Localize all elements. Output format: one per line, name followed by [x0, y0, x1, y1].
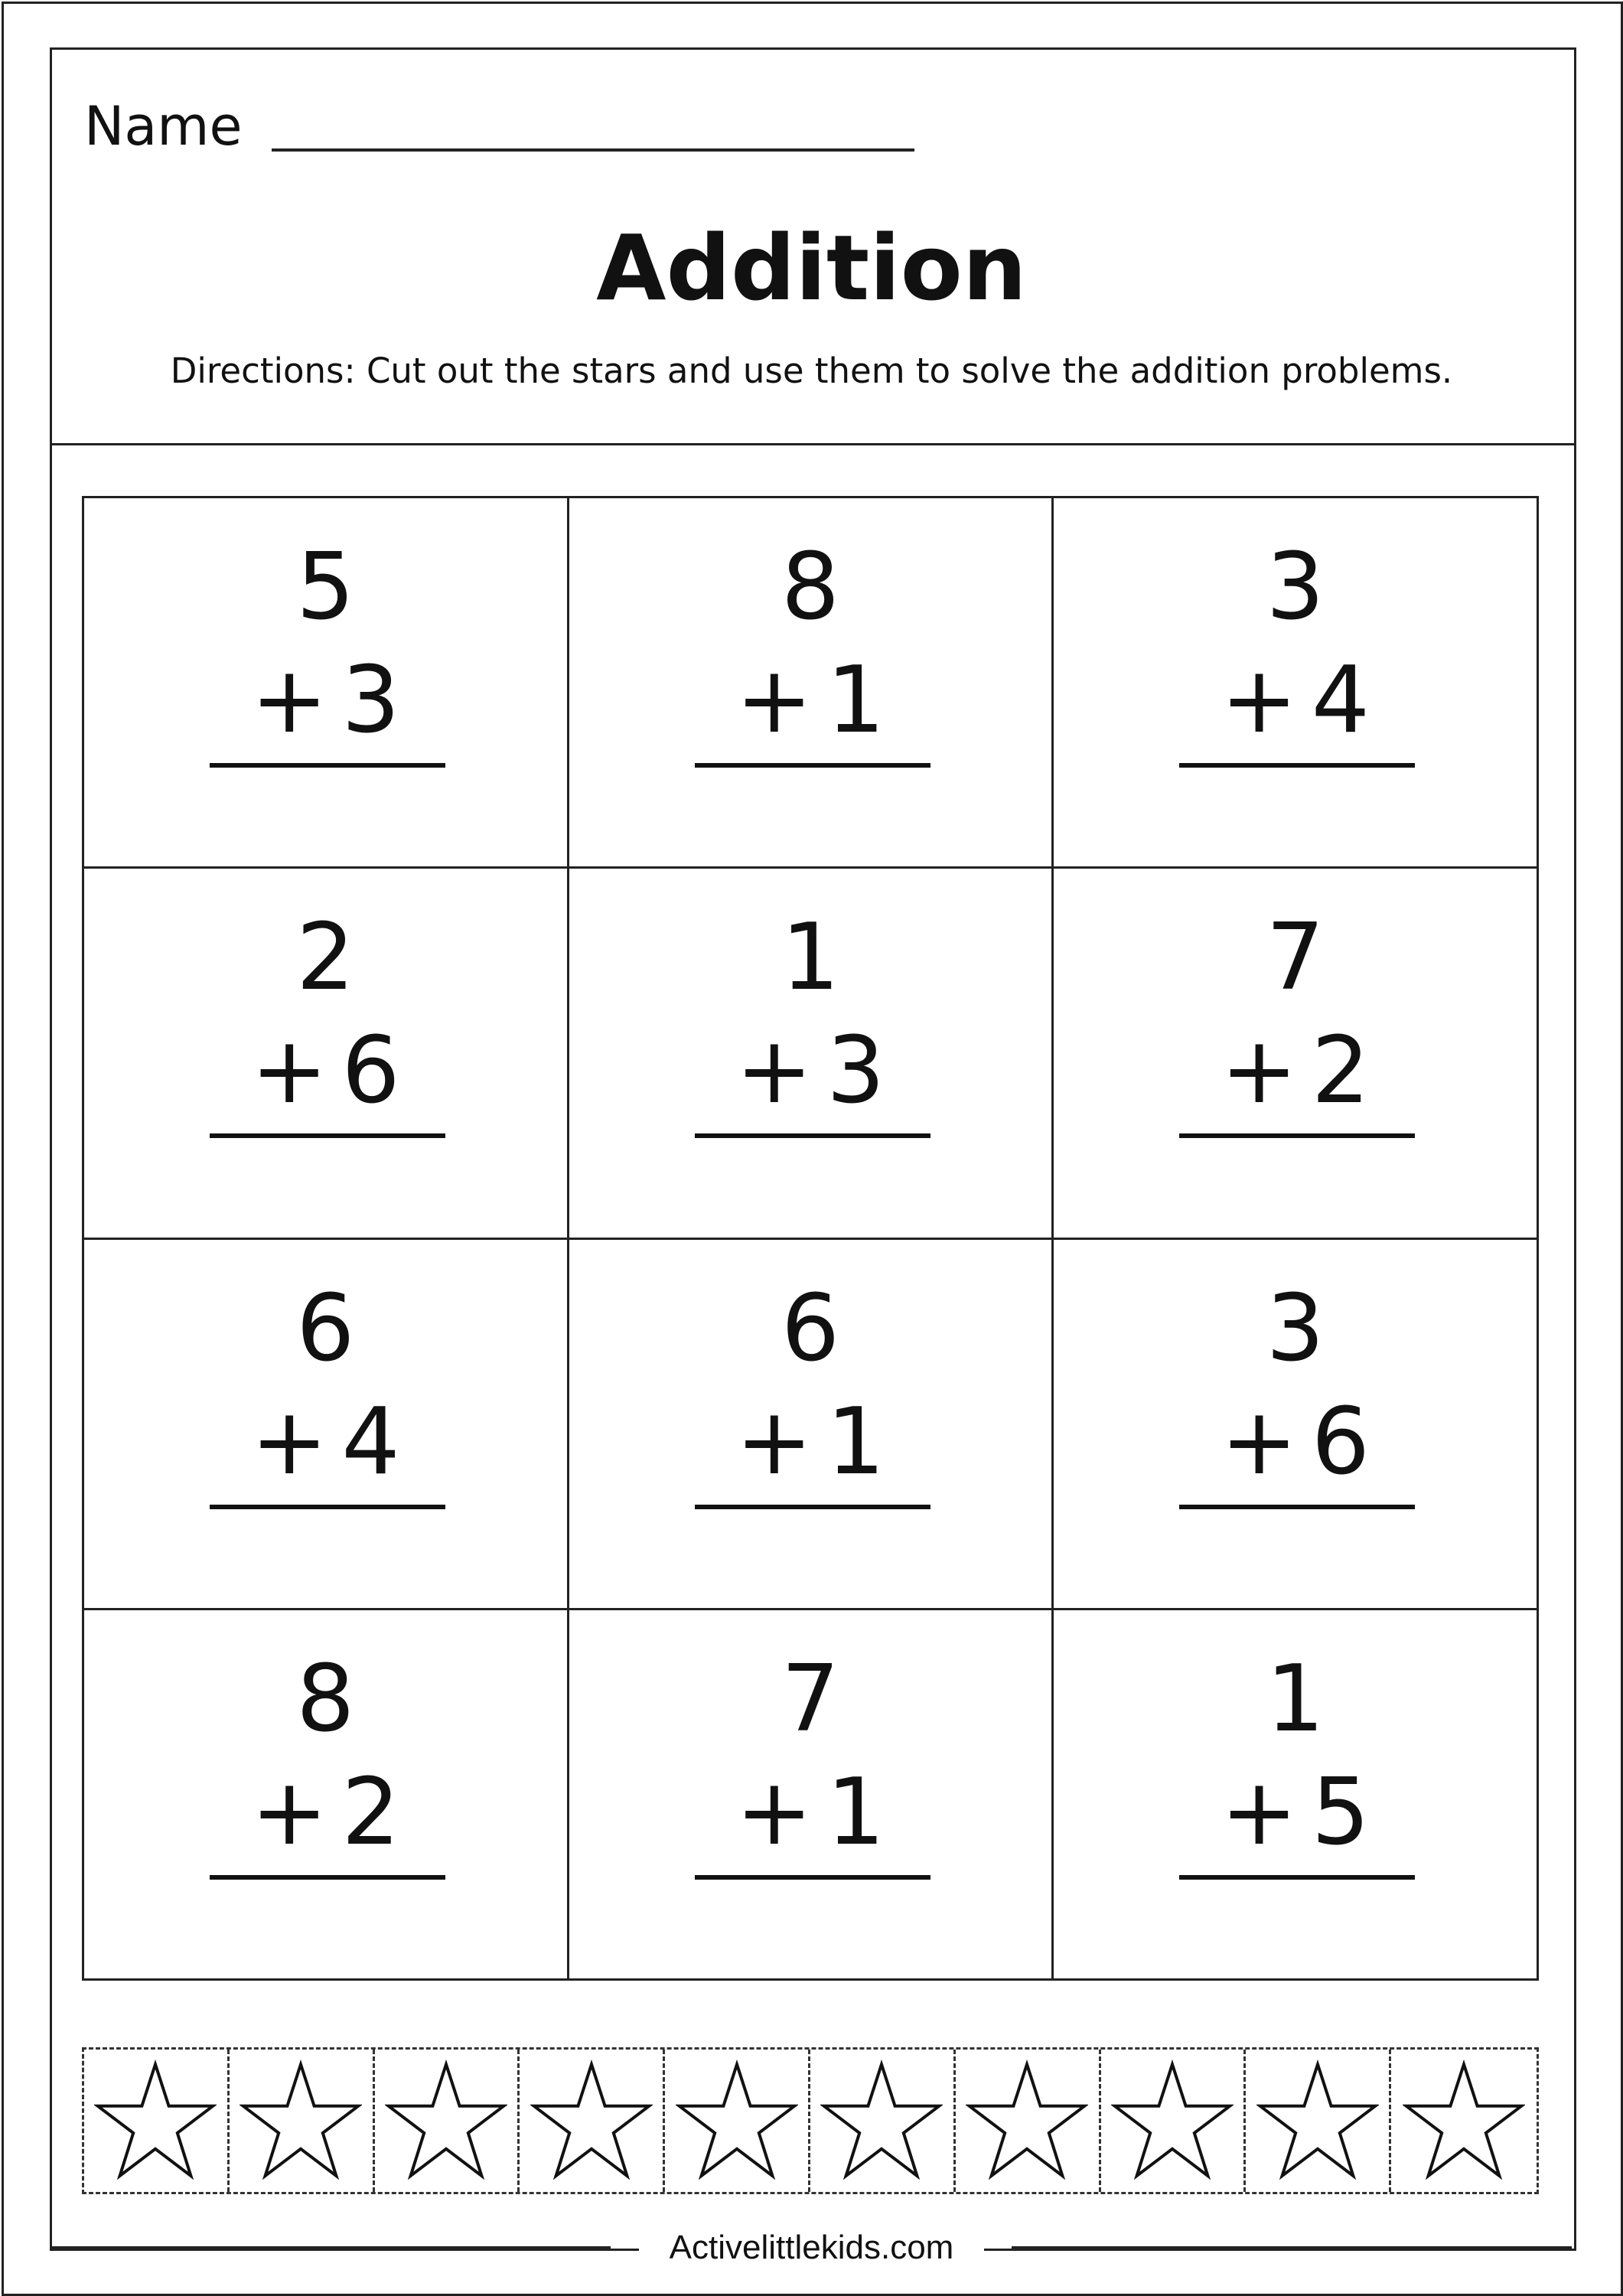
problem-cell: [1054, 498, 1539, 869]
problem-top-number: 8: [781, 534, 840, 641]
star-outline-icon: [1403, 2060, 1525, 2182]
problem-bottom-number: 5: [1311, 1759, 1370, 1866]
problem-cell: [84, 1610, 569, 1981]
problem-bottom-row: [569, 1388, 1052, 1495]
plus-sign: +: [735, 647, 813, 754]
problem-bottom-row: [1054, 647, 1537, 754]
problem-cell: [1054, 869, 1539, 1239]
plus-sign: +: [250, 1388, 328, 1495]
problem-top-number: 5: [296, 534, 355, 641]
star-outline-icon: [530, 2060, 653, 2182]
problem-cell: [1054, 1240, 1539, 1610]
problem-bottom-number: 1: [826, 647, 885, 754]
star-outline-icon: [676, 2060, 798, 2182]
star-cutout-box[interactable]: [956, 2050, 1101, 2192]
plus-sign: +: [735, 1388, 813, 1495]
answer-line[interactable]: [695, 763, 930, 768]
worksheet-title: Addition: [596, 215, 1027, 321]
star-outline-icon: [1256, 2060, 1379, 2182]
problem-grid: [82, 496, 1539, 1981]
worksheet-directions: Directions: Cut out the stars and use them to solve the addition problems.: [170, 351, 1453, 391]
answer-line[interactable]: [1179, 1875, 1415, 1880]
star-outline-icon: [94, 2060, 217, 2182]
problem-bottom-number: 4: [1311, 647, 1370, 754]
plus-sign: +: [250, 647, 328, 754]
answer-line[interactable]: [210, 763, 445, 768]
star-outline-icon: [1111, 2060, 1234, 2182]
answer-line[interactable]: [695, 1505, 930, 1509]
cutout-star-strip: [82, 2047, 1539, 2194]
answer-line[interactable]: [695, 1133, 930, 1138]
problem-bottom-number: 6: [1311, 1388, 1370, 1495]
footer-site-text: Activelittlekids.com: [639, 2229, 985, 2266]
star-outline-icon: [966, 2060, 1088, 2182]
star-cutout-box[interactable]: [665, 2050, 810, 2192]
star-cutout-box[interactable]: [230, 2050, 375, 2192]
problem-bottom-row: [84, 1388, 567, 1495]
problem-top-number: 8: [296, 1645, 355, 1753]
problem-bottom-row: [1054, 1388, 1537, 1495]
answer-line[interactable]: [1179, 763, 1415, 768]
problem-bottom-number: 3: [341, 647, 400, 754]
name-field-line[interactable]: [272, 148, 914, 152]
problem-top-number: 7: [1266, 905, 1325, 1012]
star-outline-icon: [820, 2060, 943, 2182]
problem-bottom-number: 3: [826, 1018, 885, 1125]
problem-bottom-row: [1054, 1759, 1537, 1866]
problem-bottom-row: [84, 1018, 567, 1125]
star-cutout-box[interactable]: [84, 2050, 230, 2192]
problem-top-number: 6: [296, 1275, 355, 1382]
problem-bottom-number: 2: [1311, 1018, 1370, 1125]
problem-cell: [84, 1240, 569, 1610]
problem-top-number: 1: [1266, 1645, 1325, 1753]
name-label: Name: [84, 95, 243, 158]
plus-sign: +: [1221, 1018, 1298, 1125]
plus-sign: +: [1221, 1388, 1298, 1495]
problem-top-number: 6: [781, 1275, 840, 1382]
problem-cell: [569, 1240, 1054, 1610]
header-divider: [50, 443, 1576, 445]
answer-line[interactable]: [695, 1875, 930, 1880]
plus-sign: +: [1221, 1759, 1298, 1866]
answer-line[interactable]: [1179, 1505, 1415, 1509]
star-outline-icon: [240, 2060, 362, 2182]
problem-bottom-row: [569, 1018, 1052, 1125]
problem-cell: [84, 869, 569, 1239]
problem-bottom-row: [1054, 1018, 1537, 1125]
answer-line[interactable]: [210, 1875, 445, 1880]
star-cutout-box[interactable]: [375, 2050, 520, 2192]
problem-cell: [569, 1610, 1054, 1981]
problem-bottom-number: 6: [341, 1018, 400, 1125]
problem-top-number: 3: [1266, 1275, 1325, 1382]
star-cutout-box[interactable]: [1101, 2050, 1247, 2192]
problem-top-number: 3: [1266, 534, 1325, 641]
star-cutout-box[interactable]: [520, 2050, 665, 2192]
problem-bottom-row: [569, 647, 1052, 754]
problem-bottom-number: 2: [341, 1759, 400, 1866]
answer-line[interactable]: [210, 1505, 445, 1509]
star-cutout-box[interactable]: [1246, 2050, 1391, 2192]
problem-bottom-row: [84, 647, 567, 754]
problem-bottom-row: [569, 1759, 1052, 1866]
answer-line[interactable]: [1179, 1133, 1415, 1138]
star-cutout-box[interactable]: [1391, 2050, 1537, 2192]
plus-sign: +: [250, 1018, 328, 1125]
plus-sign: +: [1221, 647, 1298, 754]
plus-sign: +: [735, 1759, 813, 1866]
problem-bottom-row: [84, 1759, 567, 1866]
problem-bottom-number: 4: [341, 1388, 400, 1495]
problem-cell: [569, 498, 1054, 869]
problem-top-number: 7: [781, 1645, 840, 1753]
problem-cell: [84, 498, 569, 869]
star-outline-icon: [385, 2060, 507, 2182]
problem-top-number: 2: [296, 905, 355, 1012]
plus-sign: +: [250, 1759, 328, 1866]
problem-bottom-number: 1: [826, 1759, 885, 1866]
problem-bottom-number: 1: [826, 1388, 885, 1495]
problem-cell: [569, 869, 1054, 1239]
footer-site-credit: [0, 2226, 1623, 2269]
plus-sign: +: [735, 1018, 813, 1125]
star-cutout-box[interactable]: [810, 2050, 956, 2192]
problem-cell: [1054, 1610, 1539, 1981]
problem-top-number: 1: [781, 905, 840, 1012]
answer-line[interactable]: [210, 1133, 445, 1138]
